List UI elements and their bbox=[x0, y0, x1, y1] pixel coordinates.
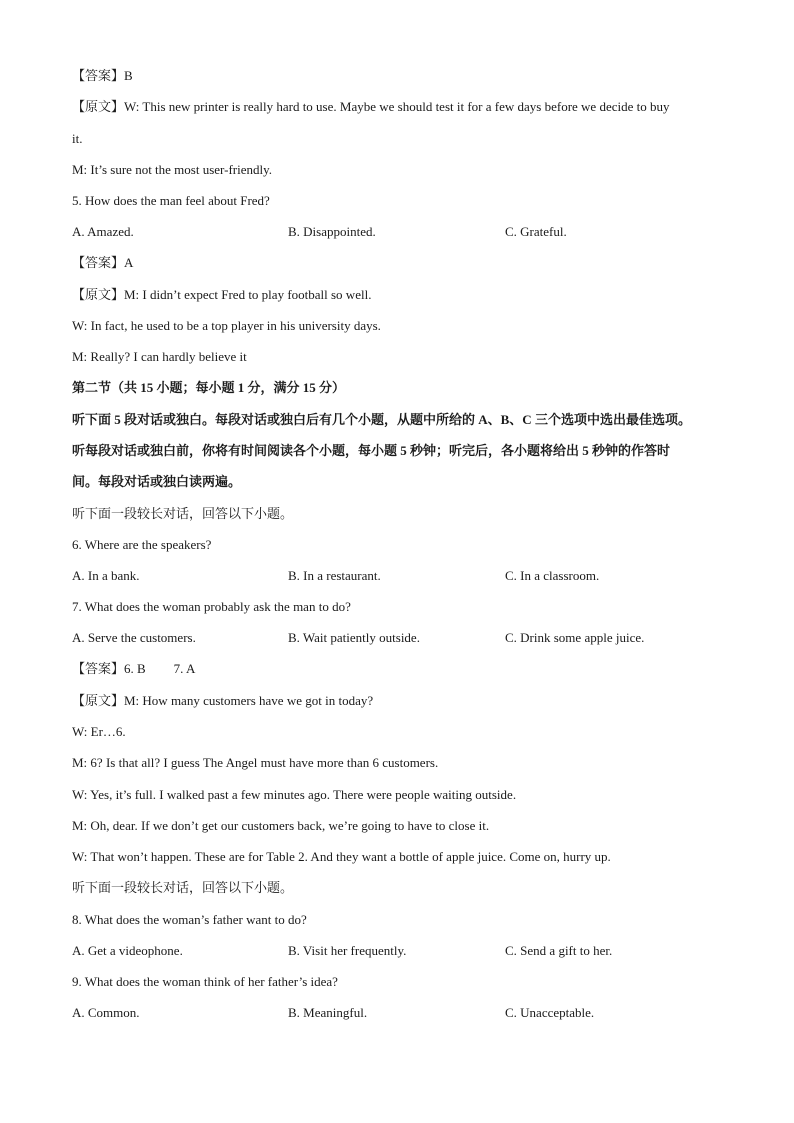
listening-prompt: 听下面一段较长对话，回答以下小题。 bbox=[72, 880, 294, 895]
answer-7: 7. A bbox=[173, 661, 196, 676]
option-a: A. Get a videophone. bbox=[72, 943, 183, 958]
answer-label: 【答案】A bbox=[72, 255, 134, 270]
listening-prompt: 听下面一段较长对话，回答以下小题。 bbox=[72, 506, 294, 521]
transcript-line: W: Er…6. bbox=[72, 724, 126, 739]
transcript-line: 【原文】M: I didn’t expect Fred to play football so well. bbox=[72, 287, 372, 302]
transcript-line: W: That won’t happen. These are for Table 2. And they want a bottle of apple juice. Come on, hurry up. bbox=[72, 849, 611, 864]
answer-label bbox=[72, 661, 195, 677]
options-q8 bbox=[0, 943, 794, 959]
option-c: C. Grateful. bbox=[505, 224, 567, 239]
transcript-line: W: In fact, he used to be a top player in his university days. bbox=[72, 318, 381, 333]
question-5: 5. How does the man feel about Fred? bbox=[72, 193, 270, 208]
answer-6: 【答案】6. B bbox=[72, 661, 146, 676]
option-a: A. In a bank. bbox=[72, 568, 140, 583]
section-instructions: 间。每段对话或独白读两遍。 bbox=[72, 474, 242, 489]
transcript-line: M: Oh, dear. If we don’t get our customers back, we’re going to have to close it. bbox=[72, 818, 490, 833]
question-7: 7. What does the woman probably ask the man to do? bbox=[72, 599, 351, 614]
options-q6 bbox=[0, 568, 794, 584]
transcript-line: M: Really? I can hardly believe it bbox=[72, 349, 247, 364]
transcript-line: M: 6? Is that all? I guess The Angel must have more than 6 customers. bbox=[72, 755, 439, 770]
transcript-line: M: It’s sure not the most user-friendly. bbox=[72, 162, 273, 177]
section-instructions: 听每段对话或独白前，你将有时间阅读各个小题，每小题 5 秒钟；听完后，各小题将给出 5 秒钟的作答时 bbox=[72, 443, 671, 458]
answer-label: 【答案】B bbox=[72, 68, 133, 83]
option-b: B. Meaningful. bbox=[288, 1005, 368, 1020]
option-c: C. Unacceptable. bbox=[505, 1005, 595, 1020]
option-a: A. Serve the customers. bbox=[72, 630, 196, 645]
option-c: C. In a classroom. bbox=[505, 568, 600, 583]
question-9: 9. What does the woman think of her father’s idea? bbox=[72, 974, 338, 989]
option-b: B. Visit her frequently. bbox=[288, 943, 407, 958]
option-a: A. Common. bbox=[72, 1005, 140, 1020]
option-b: B. In a restaurant. bbox=[288, 568, 381, 583]
option-b: B. Wait patiently outside. bbox=[288, 630, 420, 645]
question-8: 8. What does the woman’s father want to do? bbox=[72, 912, 307, 927]
option-c: C. Send a gift to her. bbox=[505, 943, 613, 958]
transcript-line: 【原文】W: This new printer is really hard to use. Maybe we should test it for a few days before we decide to buy bbox=[72, 99, 670, 114]
question-6: 6. Where are the speakers? bbox=[72, 537, 212, 552]
transcript-line: 【原文】M: How many customers have we got in today? bbox=[72, 693, 374, 708]
section-heading: 第二节（共 15 小题；每小题 1 分，满分 15 分） bbox=[72, 380, 346, 395]
options-q9 bbox=[0, 1005, 794, 1021]
options-q7 bbox=[0, 630, 794, 646]
option-c: C. Drink some apple juice. bbox=[505, 630, 645, 645]
section-instructions: 听下面 5 段对话或独白。每段对话或独白后有几个小题，从题中所给的 A、B、C 三个选项中选出最佳选项。 bbox=[72, 412, 691, 427]
transcript-line: W: Yes, it’s full. I walked past a few minutes ago. There were people waiting outside. bbox=[72, 787, 517, 802]
option-b: B. Disappointed. bbox=[288, 224, 376, 239]
transcript-line: it. bbox=[72, 131, 83, 146]
option-a: A. Amazed. bbox=[72, 224, 134, 239]
options-q5 bbox=[0, 224, 794, 240]
